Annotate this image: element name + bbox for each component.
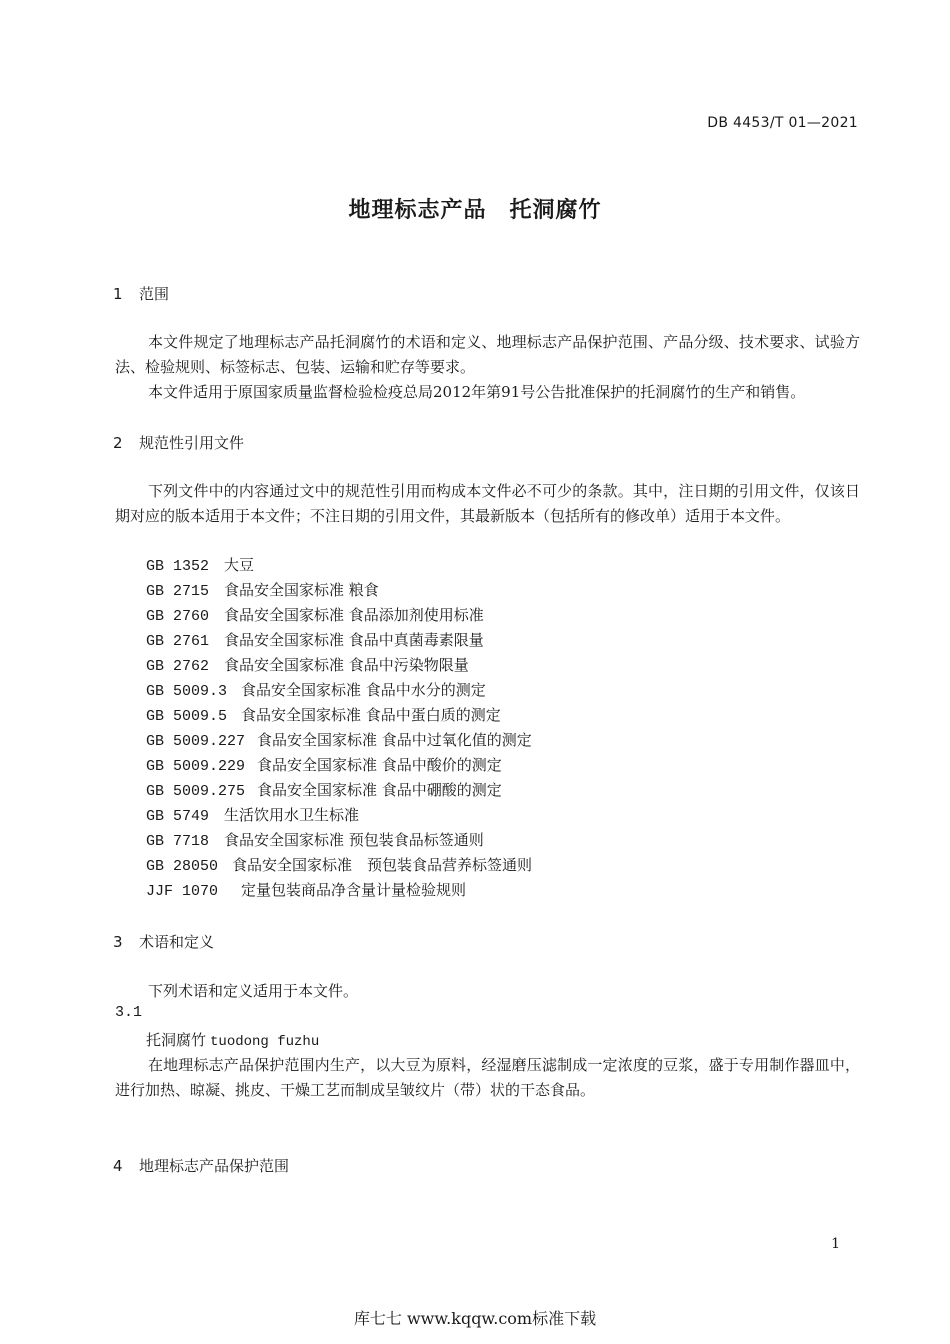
reference-title: 食品安全国家标准 食品中硼酸的测定	[257, 781, 502, 799]
reference-item	[146, 579, 379, 600]
document-title: 地理标志产品 托洞腐竹	[348, 198, 602, 223]
reference-title: 食品安全国家标准 食品中酸价的测定	[257, 756, 502, 774]
reference-code: GB 1352	[146, 558, 210, 575]
section-1-paragraph-1: 本文件规定了地理标志产品托洞腐竹的术语和定义、地理标志产品保护范围、产品分级、技术要求、试验方法、检验规则、标签标志、包装、运输和贮存等要求。	[115, 333, 860, 376]
term-name	[146, 1029, 319, 1050]
term-name-chinese: 托洞腐竹	[146, 1031, 207, 1049]
reference-item	[146, 754, 502, 775]
reference-item	[146, 729, 532, 750]
reference-item	[146, 604, 484, 625]
reference-item	[146, 804, 359, 825]
reference-item	[146, 679, 486, 700]
reference-item	[146, 779, 502, 800]
reference-code: GB 2760	[146, 608, 210, 625]
term-number: 3.1	[115, 1004, 143, 1021]
section-1-paragraph-2: 本文件适用于原国家质量监督检验检疫总局2012年第91号公告批准保护的托洞腐竹的生产和销售。	[148, 383, 806, 401]
section-1-heading	[113, 283, 169, 304]
reference-code: GB 2761	[146, 633, 210, 650]
reference-code: GB 5009.229	[146, 758, 246, 775]
section-2-intro: 下列文件中的内容通过文中的规范性引用而构成本文件必不可少的条款。其中，注日期的引用文件，仅该日期对应的版本适用于本文件；不注日期的引用文件，其最新版本（包括所有的修改单）适用于本文件。	[115, 482, 860, 525]
reference-title: 食品安全国家标准 食品中真菌毒素限量	[224, 631, 484, 649]
reference-code: GB 5749	[146, 808, 210, 825]
term-name-english: tuodong fuzhu	[210, 1034, 320, 1050]
reference-item	[146, 704, 501, 725]
reference-code: JJF 1070	[146, 883, 219, 900]
section-number: 4	[113, 1157, 123, 1175]
reference-title: 食品安全国家标准 预包装食品标签通则	[224, 831, 484, 849]
standard-number: DB 4453/T 01—2021	[707, 115, 858, 131]
reference-item	[146, 879, 466, 900]
reference-code: GB 5009.275	[146, 783, 246, 800]
reference-item	[146, 554, 254, 575]
reference-title: 食品安全国家标准 食品中污染物限量	[224, 656, 469, 674]
reference-title: 食品安全国家标准 食品中蛋白质的测定	[241, 706, 501, 724]
term-definition: 在地理标志产品保护范围内生产，以大豆为原料，经湿磨压滤制成一定浓度的豆浆，盛于专用制作器皿中，进行加热、晾凝、挑皮、干燥工艺而制成呈皱纹片（带）状的干态食品。	[115, 1056, 860, 1099]
reference-title: 食品安全国家标准 食品添加剂使用标准	[224, 606, 484, 624]
section-title: 术语和定义	[139, 933, 215, 951]
reference-code: GB 28050	[146, 858, 219, 875]
section-2-heading	[113, 432, 244, 453]
reference-title: 定量包装商品净含量计量检验规则	[241, 881, 467, 899]
reference-code: GB 2715	[146, 583, 210, 600]
section-title: 范围	[139, 285, 170, 303]
section-3-heading	[113, 931, 214, 952]
section-number: 2	[113, 434, 123, 452]
footer-watermark: 库七七 www.kqqw.com标准下载	[353, 1309, 597, 1328]
page-number: 1	[831, 1236, 840, 1252]
reference-title: 食品安全国家标准 预包装食品营养标签通则	[232, 856, 533, 874]
reference-title: 食品安全国家标准 食品中过氧化值的测定	[257, 731, 532, 749]
section-4-heading	[113, 1155, 289, 1176]
reference-title: 食品安全国家标准 食品中水分的测定	[241, 681, 486, 699]
section-number: 1	[113, 285, 123, 303]
reference-title: 大豆	[224, 556, 255, 574]
reference-item	[146, 629, 484, 650]
reference-title: 食品安全国家标准 粮食	[224, 581, 379, 599]
reference-code: GB 2762	[146, 658, 210, 675]
reference-code: GB 5009.5	[146, 708, 228, 725]
section-3-intro: 下列术语和定义适用于本文件。	[148, 982, 359, 1000]
reference-item	[146, 829, 484, 850]
section-number: 3	[113, 933, 123, 951]
reference-title: 生活饮用水卫生标准	[224, 806, 360, 824]
reference-code: GB 5009.227	[146, 733, 246, 750]
reference-code: GB 5009.3	[146, 683, 228, 700]
section-title: 规范性引用文件	[139, 434, 245, 452]
section-title: 地理标志产品保护范围	[139, 1157, 290, 1175]
reference-item	[146, 854, 532, 875]
reference-code: GB 7718	[146, 833, 210, 850]
reference-item	[146, 654, 469, 675]
